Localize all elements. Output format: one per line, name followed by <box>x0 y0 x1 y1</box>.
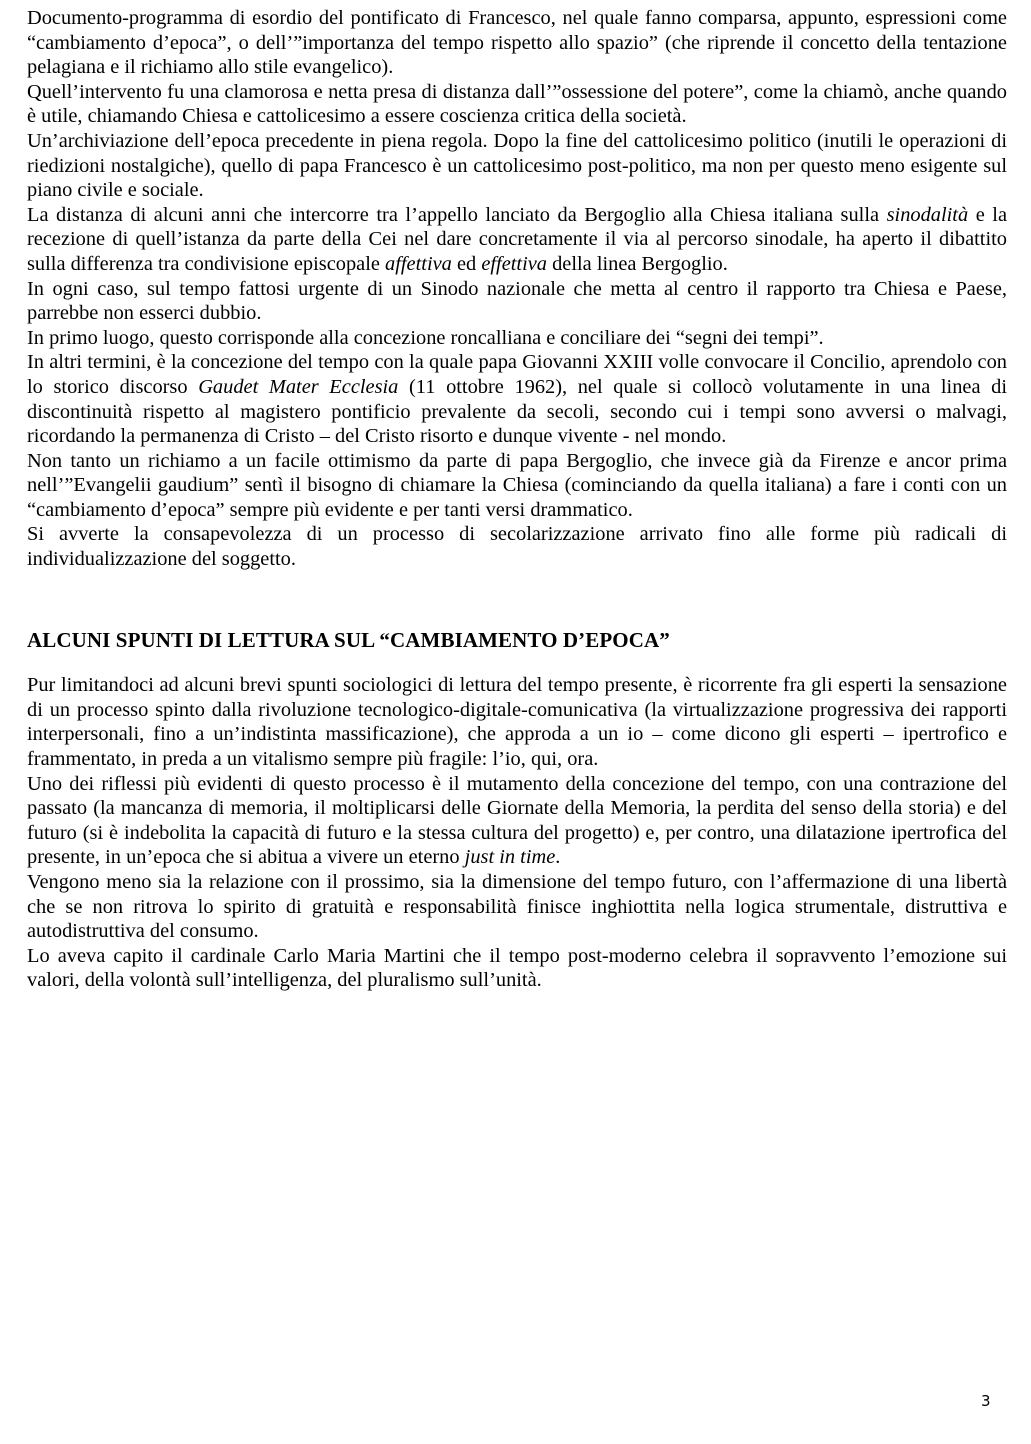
italic-text: effettiva <box>481 252 547 275</box>
page-number: 3 <box>981 1392 991 1410</box>
paragraph <box>27 350 1007 448</box>
text-run: e la recezione di quell’istanza da parte della Cei nel dare concretamente il via al percorso sinodale, ha aperto il dibattito sulla differenza tra condivisione episcopale <box>27 203 1008 275</box>
text-run: Pur limitandoci ad alcuni brevi spunti sociologici di lettura del tempo presente, è ricorrente fra gli esperti la sensazione di un processo spinto dalla rivoluzione tecnologico-digitale-comunicativa (la virtualizzazione progressiva dei rapporti interpersonali, fino a un’indistinta massificazione), che approda a un io – come dicono gli esperti – ipertrofico e frammentato, in preda a un vitalismo sempre più fragile: l’io, qui, ora. <box>27 674 1007 771</box>
italic-text: affettiva <box>385 252 452 275</box>
text-run: Vengono meno sia la relazione con il prossimo, sia la dimensione del tempo futuro, con l’affermazione di una libertà che se non ritrova lo spirito di gratuità e responsabilità finisce inghiottita nella logica strumentale, distruttiva e autodistruttiva del consumo. <box>27 871 1007 943</box>
italic-text: Gaudet Mater Ecclesia <box>198 375 399 398</box>
text-run: Quell’intervento fu una clamorosa e netta presa di distanza dall’”ossessione del potere”, come la chiamò, anche quando è utile, chiamando Chiesa e cattolicesimo a essere coscienza critica della società. <box>27 80 1007 128</box>
section-body <box>27 6 1007 572</box>
text-run: . <box>555 846 561 869</box>
document-page <box>27 6 1007 993</box>
text-run: (11 ottobre 1962), nel quale si collocò volutamente in una linea di discontinuità rispetto al magistero pontificio prevalente da secoli, secondo cui i tempi sono avversi o malvagi, ricordando la permanenza di Cristo – del Cristo risorto e dunque vivente - nel mondo. <box>27 375 1007 448</box>
text-run: Lo aveva capito il cardinale Carlo Maria Martini che il tempo post-moderno celebra il sopravvento l’emozione sui valori, della volontà sull’intelligenza, del pluralismo sull’unità. <box>27 944 1007 992</box>
text-run: La distanza di alcuni anni che intercorre tra l’appello lanciato da Bergoglio alla Chiesa italiana sulla <box>27 203 887 226</box>
paragraph <box>27 203 1007 277</box>
paragraph <box>27 944 1007 993</box>
text-run: Un’archiviazione dell’epoca precedente in piena regola. Dopo la fine del cattolicesimo politico (inutili le operazioni di riedizioni nostalgiche), quello di papa Francesco è un cattolicesimo post-politico, ma non per questo meno esigente sul piano civile e sociale. <box>27 129 1007 202</box>
italic-text: just in time <box>464 846 556 869</box>
paragraph <box>27 6 1007 80</box>
text-run: In altri termini, è la concezione del tempo con la quale papa Giovanni XXIII volle convocare il Concilio, aprendolo con lo storico discorso <box>27 351 1007 398</box>
paragraph <box>27 277 1007 326</box>
text-run: ed <box>451 252 482 275</box>
text-run: Uno dei riflessi più evidenti di questo processo è il mutamento della concezione del tempo, con una contrazione del passato (la mancanza di memoria, il moltiplicarsi delle Giornate della Memoria, la perdita del senso della storia) e del futuro (si è indebolita la capacità di futuro e la stessa cultura del progetto) e, per contro, una dilatazione ipertrofica del presente, in un’epoca che si abitua a vivere un eterno <box>27 772 1007 869</box>
paragraph <box>27 673 1007 771</box>
text-run: Si avverte la consapevolezza di un processo di secolarizzazione arrivato fino alle forme più radicali di individualizzazione del soggetto. <box>27 523 1007 571</box>
section-heading: ALCUNI SPUNTI DI LETTURA SUL “CAMBIAMENTO D’EPOCA” <box>27 627 670 652</box>
text-run: In ogni caso, sul tempo fattosi urgente di un Sinodo nazionale che metta al centro il rapporto tra Chiesa e Paese, parrebbe non esserci dubbio. <box>27 277 1007 325</box>
paragraph <box>27 326 1007 351</box>
paragraph <box>27 772 1007 870</box>
paragraph <box>27 870 1007 944</box>
paragraph <box>27 129 1007 203</box>
paragraph <box>27 522 1007 571</box>
paragraph <box>27 80 1007 129</box>
section-body <box>27 673 1007 993</box>
italic-text: sinodalità <box>886 203 969 226</box>
text-run: Non tanto un richiamo a un facile ottimismo da parte di papa Bergoglio, che invece già da Firenze e ancor prima nell’”Evangelii gaudium” sentì il bisogno di chiamare la Chiesa (cominciando da quella italiana) a fare i conti con un “cambiamento d’epoca” sempre più evidente e per tanti versi drammatico. <box>27 449 1007 521</box>
text-run: della linea Bergoglio. <box>547 252 728 275</box>
text-run: Documento-programma di esordio del pontificato di Francesco, nel quale fanno comparsa, appunto, espressioni come “cambiamento d’epoca”, o dell’”importanza del tempo rispetto allo spazio” (che riprende il concetto della tentazione pelagiana e il richiamo allo stile evangelico). <box>27 7 1007 79</box>
paragraph <box>27 449 1007 523</box>
text-run: In primo luogo, questo corrisponde alla concezione roncalliana e conciliare dei “segni dei tempi”. <box>27 326 824 349</box>
